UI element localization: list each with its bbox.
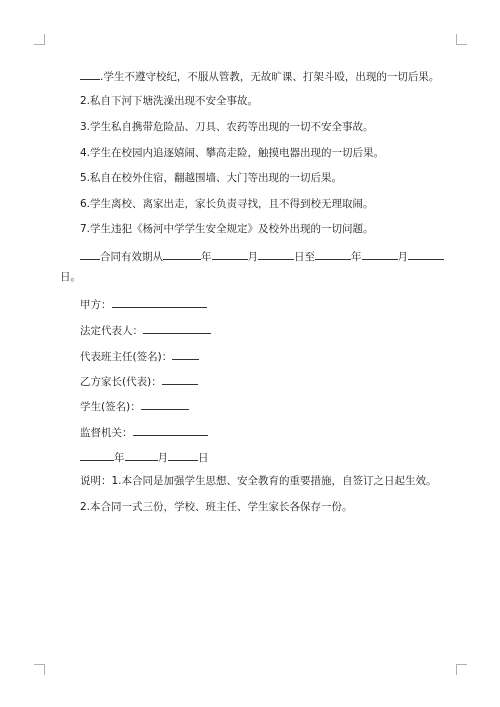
clause-6: 6.学生离校、离家出走，家长负责寻找，且不得到校无理取闹。: [80, 198, 374, 210]
validity-year2: 年: [351, 251, 362, 263]
head-teacher-label: 代表班主任(签名)：: [80, 351, 173, 363]
date-line: [80, 450, 209, 465]
supervisor-line: [80, 425, 208, 440]
party-b-label: 乙方家长(代表)：: [80, 376, 162, 388]
date-year: 年: [114, 452, 125, 464]
validity-day1: 日至: [294, 251, 315, 263]
clause-4: 4.学生在校园内追逐嬉闹、攀高走险，触摸电器出现的一切后果。: [80, 147, 385, 159]
clause-3: 3.学生私自携带危险品、刀具、农药等出现的一切不安全事故。: [80, 121, 374, 133]
validity-month2: 月: [397, 251, 408, 263]
legal-rep-line: [80, 323, 211, 338]
legal-rep-label: 法定代表人：: [80, 325, 143, 337]
validity-line: [80, 249, 444, 264]
supervisor-blank: [133, 425, 208, 436]
validity-blank-day2: [408, 249, 444, 260]
clause-5: 5.私自在校外住宿，翻越围墙、大门等出现的一切后果。: [80, 172, 343, 184]
validity-blank-month2: [362, 249, 398, 260]
party-a-label: 甲方：: [80, 299, 112, 311]
student-label: 学生(签名)：: [80, 401, 141, 413]
party-b-blank: [162, 374, 198, 385]
student-line: [80, 399, 189, 414]
validity-month1: 月: [247, 251, 258, 263]
clause-1-text: .学生不遵守校纪，不服从管教，无故旷课、打架斗殴，出现的一切后果。: [100, 71, 440, 83]
clause-1: [80, 69, 439, 84]
date-month: 月: [157, 452, 168, 464]
validity-blank-year1: [163, 249, 201, 260]
validity-end: 日。: [60, 271, 81, 283]
validity-blank-month1: [212, 249, 248, 260]
clause-1-blank: [80, 69, 100, 80]
date-blank-month: [125, 450, 158, 461]
legal-rep-blank: [143, 323, 211, 334]
party-a-line: [80, 297, 207, 312]
party-b-line: [80, 374, 198, 389]
clause-2: 2.私自下河下塘洗澡出现不安全事故。: [80, 95, 259, 107]
note-1: 说明：1.本合同是加强学生思想、安全教育的重要措施，自签订之日起生效。: [80, 475, 437, 487]
note-2: 2.本合同一式三份，学校、班主任、学生家长各保存一份。: [80, 501, 353, 513]
crop-mark-top-right: [456, 34, 467, 45]
validity-year1: 年: [201, 251, 212, 263]
validity-blank-lead: [80, 249, 100, 260]
student-blank: [141, 399, 189, 410]
crop-mark-bottom-left: [34, 664, 45, 675]
date-blank-day: [168, 450, 198, 461]
date-day: 日: [198, 452, 209, 464]
supervisor-label: 监督机关：: [80, 427, 133, 439]
head-teacher-line: [80, 349, 199, 364]
head-teacher-blank: [172, 349, 199, 360]
date-blank-year: [80, 450, 114, 461]
clause-7: 7.学生违犯《杨河中学学生安全规定》及校外出现的一切问题。: [80, 223, 374, 235]
validity-blank-year2: [315, 249, 351, 260]
party-a-blank: [112, 297, 207, 308]
validity-blank-day1: [258, 249, 294, 260]
crop-mark-top-left: [34, 34, 45, 45]
validity-prefix: 合同有效期从: [100, 251, 163, 263]
crop-mark-bottom-right: [456, 664, 467, 675]
